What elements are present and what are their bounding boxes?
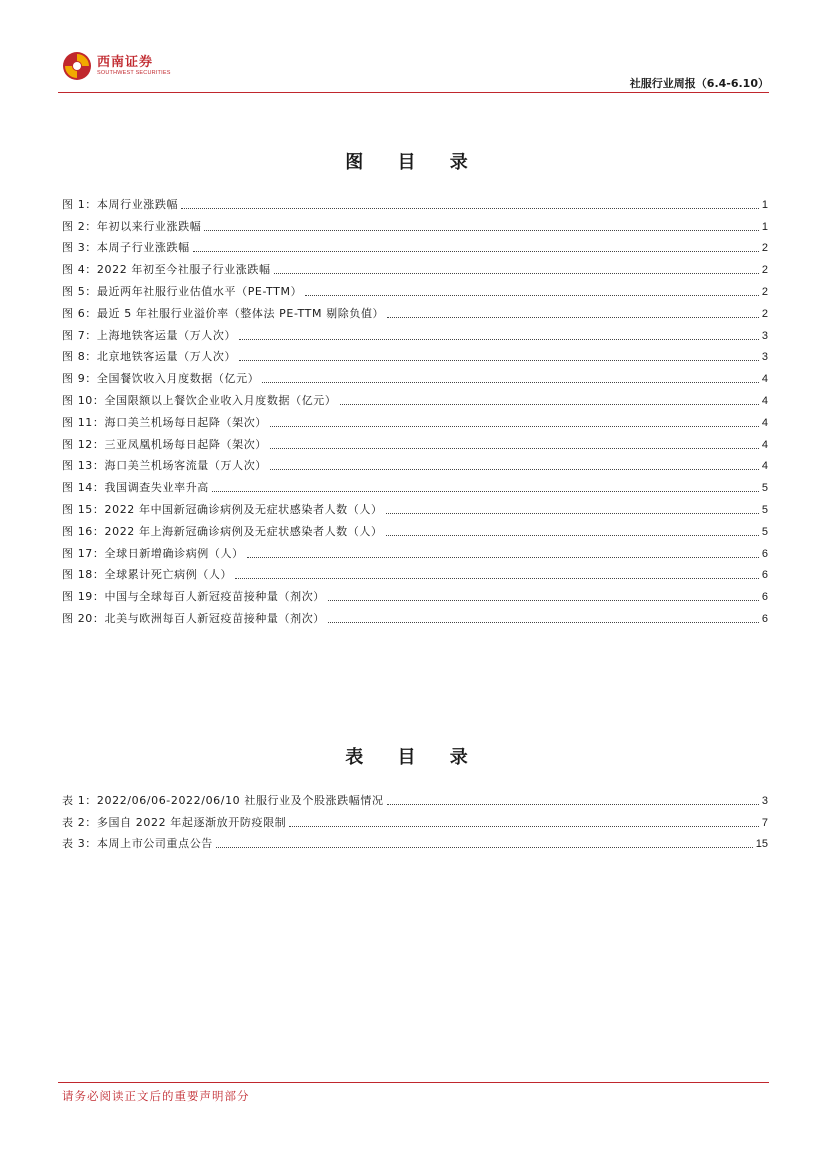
toc-page-number: 2 — [761, 285, 768, 298]
toc-entry-label: 图 15：2022 年中国新冠确诊病例及无症状感染者人数（人） — [62, 502, 383, 516]
toc-entry-label: 图 4：2022 年初至今社服子行业涨跌幅 — [62, 263, 271, 277]
toc-entry-label: 图 5：最近两年社服行业估值水平（PE-TTM） — [62, 284, 303, 298]
toc-dot-leader — [212, 491, 759, 492]
figure-toc-entry[interactable] — [62, 190, 768, 212]
toc-page-number: 4 — [761, 394, 768, 407]
toc-dot-leader — [270, 469, 759, 470]
figures-toc-list — [62, 190, 768, 626]
figure-toc-entry[interactable] — [62, 321, 768, 343]
table-toc-entry[interactable] — [62, 808, 768, 830]
toc-dot-leader — [239, 339, 759, 340]
figure-toc-entry[interactable] — [62, 517, 768, 539]
toc-dot-leader — [270, 448, 759, 449]
toc-page-number: 6 — [761, 612, 768, 625]
toc-entry-label: 图 3：本周子行业涨跌幅 — [62, 241, 190, 255]
toc-entry-label: 图 20：北美与欧洲每百人新冠疫苗接种量（剂次） — [62, 611, 325, 625]
toc-page-number: 2 — [761, 242, 768, 255]
toc-page-number: 6 — [761, 547, 768, 560]
toc-dot-leader — [216, 847, 753, 848]
toc-entry-label: 图 6：最近 5 年社服行业溢价率（整体法 PE-TTM 剔除负值） — [62, 306, 385, 320]
table-toc-entry[interactable] — [62, 830, 768, 852]
toc-dot-leader — [387, 317, 759, 318]
toc-page-number: 3 — [761, 351, 768, 364]
toc-entry-label: 图 14：我国调查失业率升高 — [62, 481, 209, 495]
toc-page-number: 4 — [761, 438, 768, 451]
toc-page-number: 4 — [761, 416, 768, 429]
figure-toc-entry[interactable] — [62, 582, 768, 604]
logo-english-name: SOUTHWEST SECURITIES — [97, 70, 171, 76]
toc-entry-label: 图 10：全国限额以上餐饮企业收入月度数据（亿元） — [62, 393, 337, 407]
toc-page-number: 3 — [761, 329, 768, 342]
toc-dot-leader — [204, 230, 759, 231]
toc-page-number: 5 — [761, 503, 768, 516]
footer-divider — [58, 1082, 769, 1083]
table-toc-entry[interactable] — [62, 786, 768, 808]
toc-entry-label: 图 18：全球累计死亡病例（人） — [62, 568, 233, 582]
toc-dot-leader — [289, 826, 759, 827]
figure-toc-entry[interactable] — [62, 408, 768, 430]
figure-toc-entry[interactable] — [62, 343, 768, 365]
toc-entry-label: 表 3：本周上市公司重点公告 — [62, 837, 213, 851]
report-title: 社服行业周报（6.4-6.10） — [629, 77, 769, 90]
figure-toc-entry[interactable] — [62, 277, 768, 299]
toc-entry-label: 图 1：本周行业涨跌幅 — [62, 197, 179, 211]
toc-dot-leader — [387, 804, 759, 805]
figure-toc-entry[interactable] — [62, 430, 768, 452]
header-divider — [58, 92, 769, 93]
toc-dot-leader — [386, 535, 759, 536]
toc-entry-label: 图 9：全国餐饮收入月度数据（亿元） — [62, 372, 260, 386]
toc-entry-label: 图 7：上海地铁客运量（万人次） — [62, 328, 237, 342]
toc-dot-leader — [262, 382, 759, 383]
toc-entry-label: 图 17：全球日新增确诊病例（人） — [62, 546, 244, 560]
toc-page-number: 5 — [761, 482, 768, 495]
toc-page-number: 1 — [761, 220, 768, 233]
figure-toc-entry[interactable] — [62, 473, 768, 495]
toc-entry-label: 图 2：年初以来行业涨跌幅 — [62, 219, 202, 233]
toc-page-number: 1 — [761, 198, 768, 211]
toc-dot-leader — [181, 208, 759, 209]
toc-page-number: 4 — [761, 373, 768, 386]
toc-page-number: 4 — [761, 460, 768, 473]
logo-chinese-name: 西南证券 — [97, 55, 154, 70]
figure-toc-entry[interactable] — [62, 561, 768, 583]
toc-dot-leader — [239, 360, 759, 361]
toc-dot-leader — [340, 404, 759, 405]
figure-toc-entry[interactable] — [62, 212, 768, 234]
toc-dot-leader — [328, 600, 759, 601]
company-logo — [62, 48, 171, 84]
figure-toc-entry[interactable] — [62, 255, 768, 277]
toc-page-number: 7 — [761, 816, 768, 829]
toc-dot-leader — [274, 273, 759, 274]
toc-page-number: 15 — [755, 838, 768, 851]
figure-toc-entry[interactable] — [62, 495, 768, 517]
figures-toc-title: 图 目 录 — [345, 152, 482, 173]
toc-page-number: 3 — [761, 794, 768, 807]
figure-toc-entry[interactable] — [62, 299, 768, 321]
figure-toc-entry[interactable] — [62, 386, 768, 408]
toc-page-number: 5 — [761, 525, 768, 538]
tables-toc-list — [62, 786, 768, 851]
figure-toc-entry[interactable] — [62, 234, 768, 256]
toc-page-number: 2 — [761, 307, 768, 320]
figure-toc-entry[interactable] — [62, 604, 768, 626]
toc-entry-label: 图 13：海口美兰机场客流量（万人次） — [62, 459, 267, 473]
toc-dot-leader — [386, 513, 759, 514]
toc-dot-leader — [247, 557, 759, 558]
figure-toc-entry[interactable] — [62, 452, 768, 474]
toc-entry-label: 图 11：海口美兰机场每日起降（架次） — [62, 415, 267, 429]
toc-dot-leader — [328, 622, 759, 623]
toc-entry-label: 图 12：三亚凤凰机场每日起降（架次） — [62, 437, 267, 451]
toc-entry-label: 图 19：中国与全球每百人新冠疫苗接种量（剂次） — [62, 590, 325, 604]
toc-entry-label: 表 1：2022/06/06-2022/06/10 社服行业及个股涨跌幅情况 — [62, 793, 384, 807]
toc-page-number: 2 — [761, 264, 768, 277]
page-header — [0, 0, 827, 100]
toc-page-number: 6 — [761, 591, 768, 604]
disclaimer-note: 请务必阅读正文后的重要声明部分 — [62, 1089, 250, 1103]
toc-entry-label: 图 8：北京地铁客运量（万人次） — [62, 350, 237, 364]
toc-dot-leader — [193, 251, 759, 252]
figure-toc-entry[interactable] — [62, 364, 768, 386]
toc-dot-leader — [270, 426, 759, 427]
toc-dot-leader — [305, 295, 759, 296]
figure-toc-entry[interactable] — [62, 539, 768, 561]
toc-dot-leader — [235, 578, 759, 579]
tables-toc-title: 表 目 录 — [345, 747, 482, 768]
southwest-securities-logo-icon — [62, 51, 92, 81]
toc-page-number: 6 — [761, 569, 768, 582]
toc-entry-label: 表 2：多国自 2022 年起逐渐放开防疫限制 — [62, 815, 287, 829]
toc-entry-label: 图 16：2022 年上海新冠确诊病例及无症状感染者人数（人） — [62, 524, 383, 538]
